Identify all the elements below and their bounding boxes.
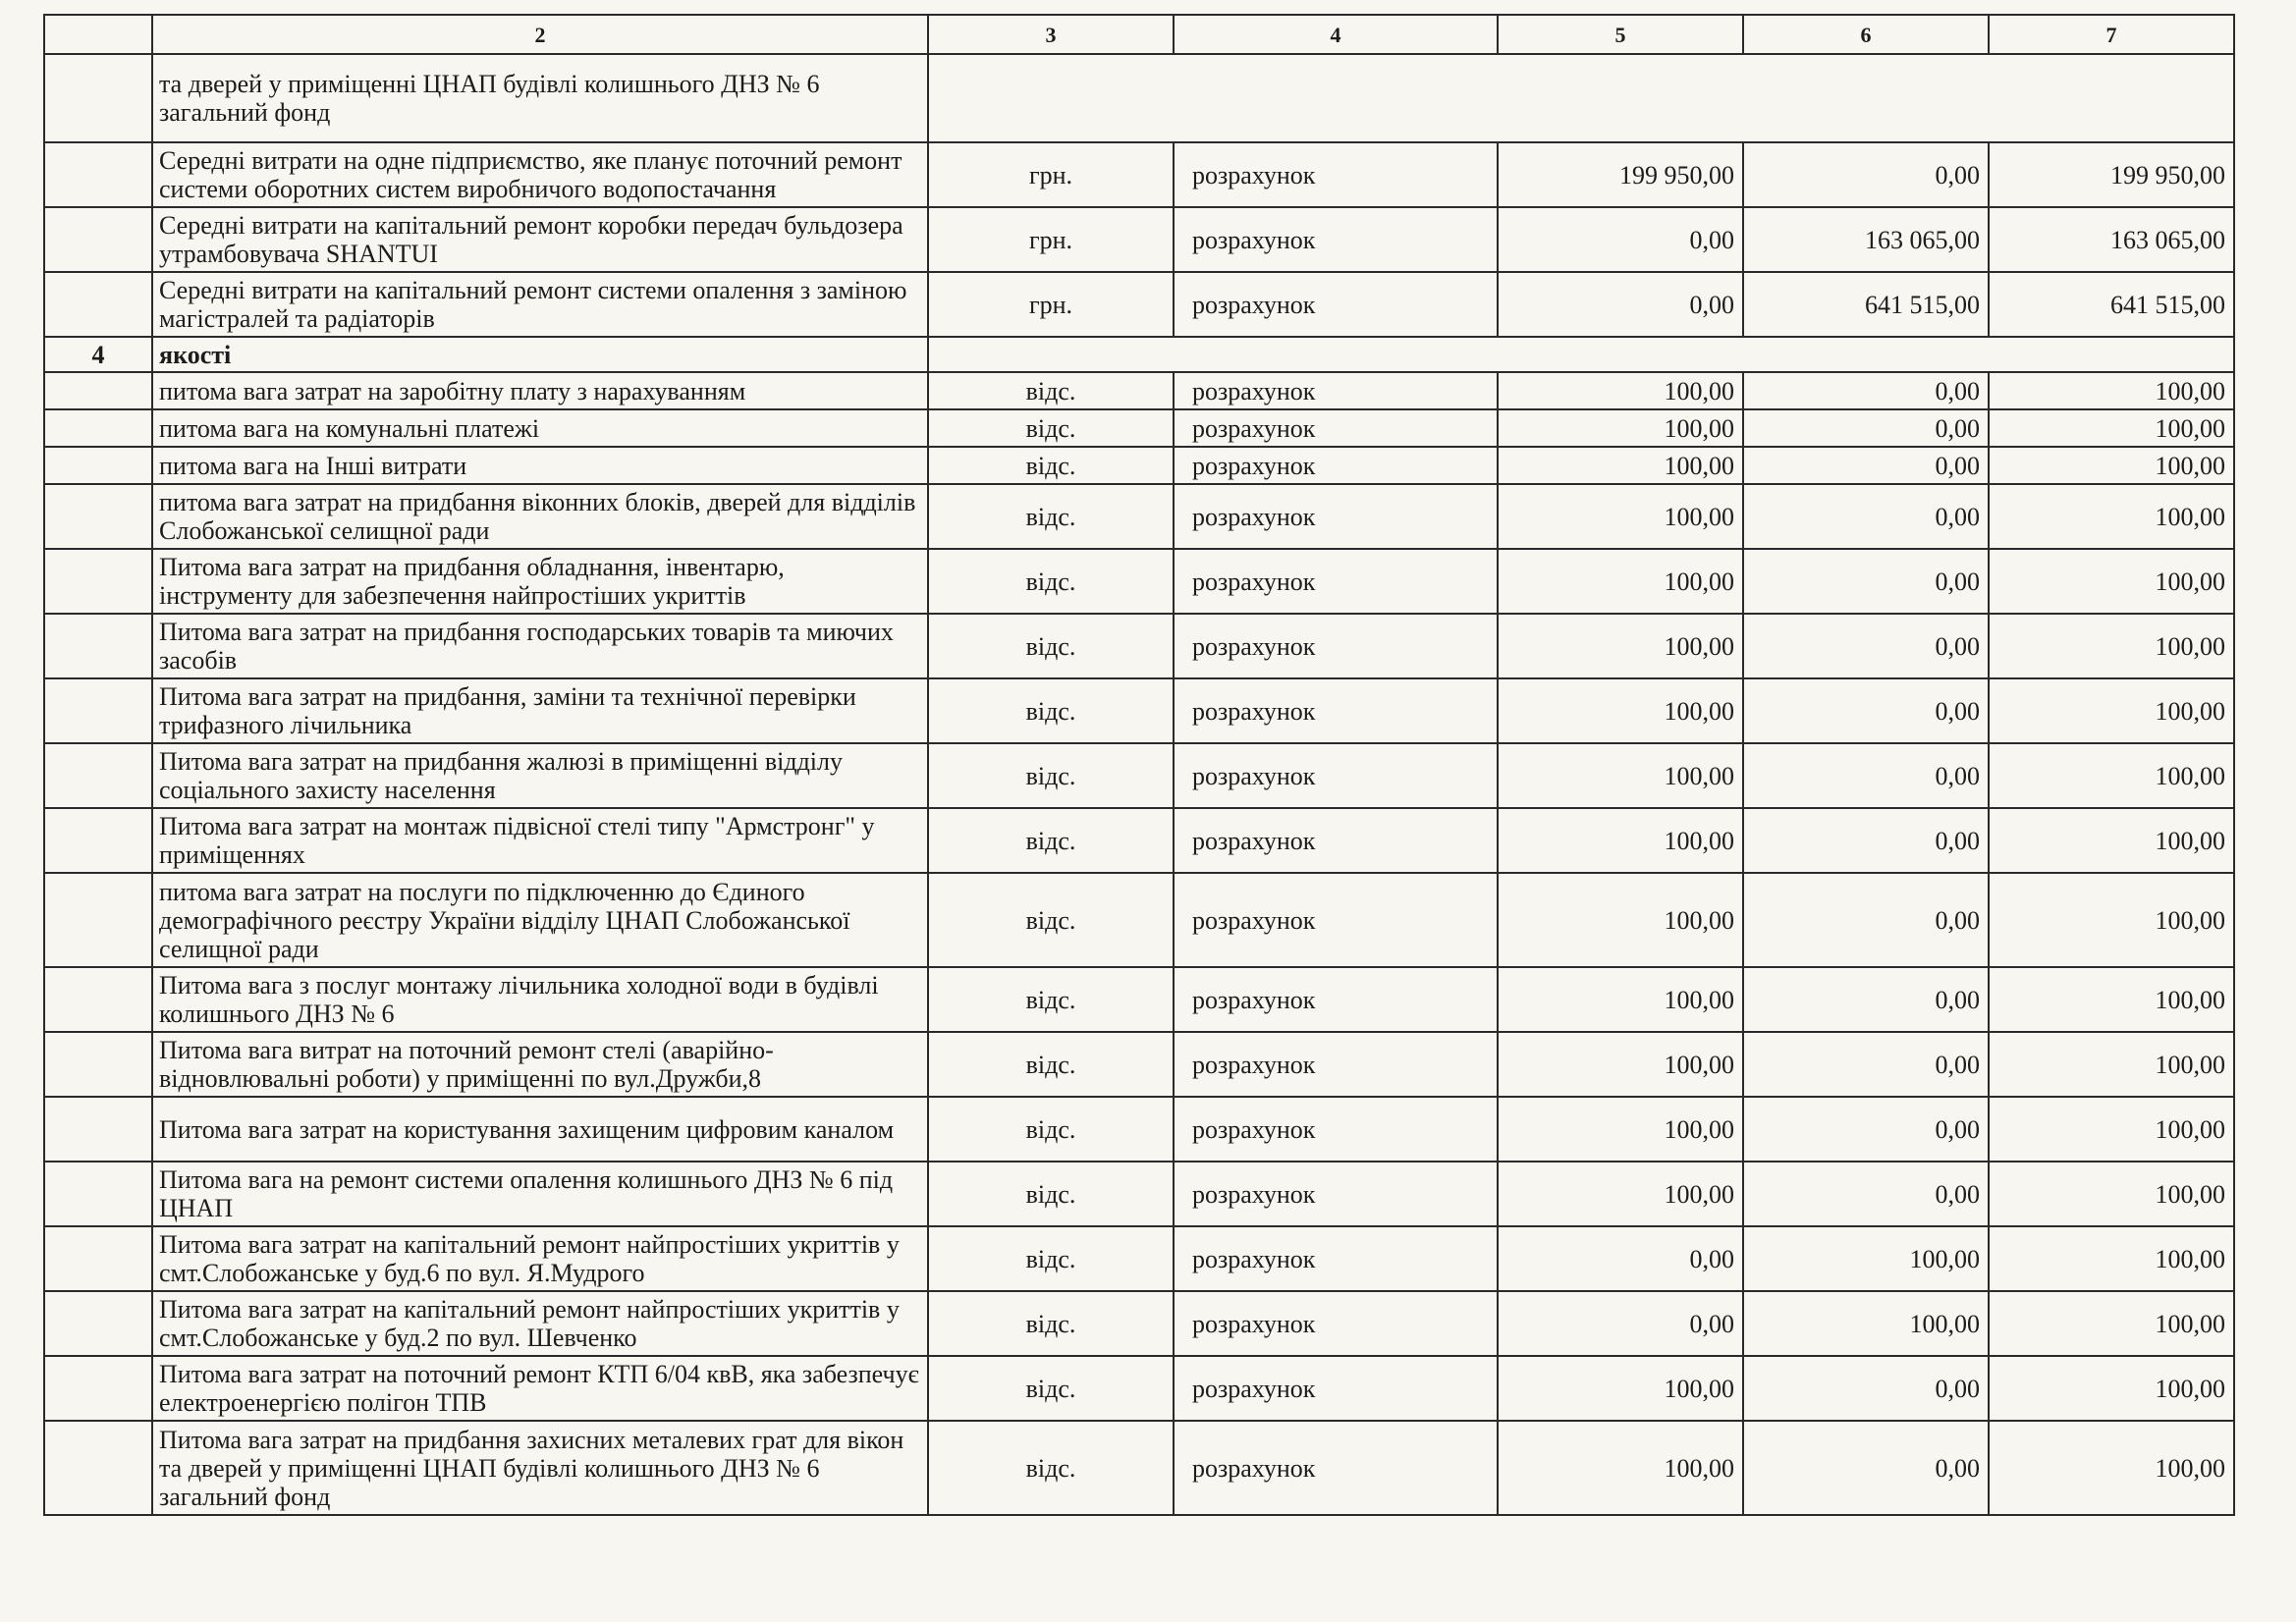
table-row [44, 678, 2234, 743]
unit-cell: відс. [928, 1356, 1174, 1421]
row-number-cell [44, 678, 152, 743]
row-number-cell [44, 1162, 152, 1226]
value-col5-cell: 0,00 [1498, 1291, 1743, 1356]
table-row [44, 873, 2234, 967]
table-row [44, 207, 2234, 272]
unit-cell: відс. [928, 549, 1174, 614]
value-col6-cell: 0,00 [1743, 372, 1989, 409]
header-cell: 7 [1989, 15, 2234, 54]
source-cell: розрахунок [1174, 1356, 1498, 1421]
value-col5-cell: 100,00 [1498, 409, 1743, 447]
source-cell: розрахунок [1174, 272, 1498, 337]
value-col5-cell: 100,00 [1498, 1356, 1743, 1421]
unit-cell: відс. [928, 484, 1174, 549]
value-col5-cell: 199 950,00 [1498, 142, 1743, 207]
source-cell: розрахунок [1174, 1421, 1498, 1515]
value-col7-cell: 100,00 [1989, 1421, 2234, 1515]
row-number-cell [44, 484, 152, 549]
indicator-name-cell: Середні витрати на капітальний ремонт коробки передач бульдозера утрамбовувача SHANTUI [152, 207, 928, 272]
value-col7-cell: 100,00 [1989, 372, 2234, 409]
indicator-name-cell: Питома вага затрат на капітальний ремонт найпростіших укриттів у смт.Слобожанське у буд.2 по вул. Шевченко [152, 1291, 928, 1356]
table-row [44, 1097, 2234, 1162]
value-col7-cell: 100,00 [1989, 808, 2234, 873]
value-col5-cell: 100,00 [1498, 447, 1743, 484]
unit-cell: відс. [928, 967, 1174, 1032]
indicator-name-cell: питома вага затрат на послуги по підключенню до Єдиного демографічного реєстру України відділу ЦНАП Слобожанської селищної ради [152, 873, 928, 967]
value-col5-cell: 100,00 [1498, 614, 1743, 678]
table-row [44, 1291, 2234, 1356]
value-col6-cell: 0,00 [1743, 1162, 1989, 1226]
indicator-name-cell: Питома вага затрат на монтаж підвісної стелі типу "Армстронг" у приміщеннях [152, 808, 928, 873]
row-number-cell [44, 743, 152, 808]
source-cell: розрахунок [1174, 447, 1498, 484]
source-cell: розрахунок [1174, 1291, 1498, 1356]
row-number-cell [44, 1421, 152, 1515]
table-row [44, 372, 2234, 409]
row-number-cell [44, 142, 152, 207]
value-col6-cell: 0,00 [1743, 549, 1989, 614]
value-col6-cell: 0,00 [1743, 743, 1989, 808]
source-cell: розрахунок [1174, 1097, 1498, 1162]
value-col5-cell: 100,00 [1498, 873, 1743, 967]
table-row [44, 1162, 2234, 1226]
table-row [44, 614, 2234, 678]
value-col6-cell: 0,00 [1743, 967, 1989, 1032]
source-cell: розрахунок [1174, 409, 1498, 447]
value-col6-cell: 0,00 [1743, 1421, 1989, 1515]
unit-cell: відс. [928, 409, 1174, 447]
indicator-name-cell: та дверей у приміщенні ЦНАП будівлі колишнього ДНЗ № 6 загальний фонд [152, 54, 928, 142]
value-col5-cell: 100,00 [1498, 967, 1743, 1032]
value-col7-cell: 100,00 [1989, 743, 2234, 808]
budget-indicators-sheet [43, 14, 2233, 1516]
value-col5-cell: 100,00 [1498, 1032, 1743, 1097]
row-number-cell [44, 967, 152, 1032]
value-col7-cell: 100,00 [1989, 1097, 2234, 1162]
row-number-cell [44, 549, 152, 614]
table-row [44, 549, 2234, 614]
row-number-cell [44, 1097, 152, 1162]
unit-cell: грн. [928, 272, 1174, 337]
header-cell: 5 [1498, 15, 1743, 54]
value-col6-cell: 0,00 [1743, 1097, 1989, 1162]
section-row [44, 337, 2234, 372]
value-col6-cell: 0,00 [1743, 873, 1989, 967]
indicator-name-cell: Питома вага затрат на капітальний ремонт найпростіших укриттів у смт.Слобожанське у буд.6 по вул. Я.Мудрого [152, 1226, 928, 1291]
header-cell: 2 [152, 15, 928, 54]
unit-cell: відс. [928, 678, 1174, 743]
value-col7-cell: 100,00 [1989, 678, 2234, 743]
empty-cell [928, 337, 2234, 372]
value-col6-cell: 0,00 [1743, 409, 1989, 447]
indicator-name-cell: Середні витрати на капітальний ремонт системи опалення з заміною магістралей та радіаторів [152, 272, 928, 337]
value-col6-cell: 0,00 [1743, 614, 1989, 678]
value-col6-cell: 641 515,00 [1743, 272, 1989, 337]
indicators-table [43, 14, 2235, 1516]
value-col5-cell: 100,00 [1498, 743, 1743, 808]
unit-cell: відс. [928, 447, 1174, 484]
source-cell: розрахунок [1174, 614, 1498, 678]
continuation-row [44, 54, 2234, 142]
value-col6-cell: 0,00 [1743, 1356, 1989, 1421]
table-row [44, 272, 2234, 337]
table-row [44, 743, 2234, 808]
empty-cell [928, 54, 2234, 142]
value-col5-cell: 100,00 [1498, 1097, 1743, 1162]
table-row [44, 967, 2234, 1032]
row-number-cell [44, 372, 152, 409]
table-row [44, 142, 2234, 207]
value-col7-cell: 100,00 [1989, 1291, 2234, 1356]
source-cell: розрахунок [1174, 207, 1498, 272]
value-col6-cell: 0,00 [1743, 447, 1989, 484]
value-col5-cell: 0,00 [1498, 207, 1743, 272]
source-cell: розрахунок [1174, 873, 1498, 967]
table-row [44, 447, 2234, 484]
source-cell: розрахунок [1174, 484, 1498, 549]
indicator-name-cell: Питома вага з послуг монтажу лічильника холодної води в будівлі колишнього ДНЗ № 6 [152, 967, 928, 1032]
row-number-cell [44, 1291, 152, 1356]
indicator-name-cell: Середні витрати на одне підприємство, яке планує поточний ремонт системи оборотних систем виробничого водопостачання [152, 142, 928, 207]
source-cell: розрахунок [1174, 808, 1498, 873]
row-number-cell [44, 873, 152, 967]
source-cell: розрахунок [1174, 549, 1498, 614]
value-col7-cell: 641 515,00 [1989, 272, 2234, 337]
value-col6-cell: 0,00 [1743, 678, 1989, 743]
unit-cell: відс. [928, 743, 1174, 808]
value-col6-cell: 0,00 [1743, 808, 1989, 873]
indicator-name-cell: питома вага на комунальні платежі [152, 409, 928, 447]
indicator-name-cell: Питома вага на ремонт системи опалення колишнього ДНЗ № 6 під ЦНАП [152, 1162, 928, 1226]
value-col7-cell: 100,00 [1989, 484, 2234, 549]
row-number-cell [44, 447, 152, 484]
indicator-name-cell: Питома вага затрат на поточний ремонт КТП 6/04 квВ, яка забезпечує електроенергією полігон ТПВ [152, 1356, 928, 1421]
value-col5-cell: 100,00 [1498, 678, 1743, 743]
row-number-cell [44, 207, 152, 272]
indicator-name-cell: Питома вага затрат на придбання, заміни та технічної перевірки трифазного лічильника [152, 678, 928, 743]
value-col5-cell: 100,00 [1498, 372, 1743, 409]
value-col6-cell: 163 065,00 [1743, 207, 1989, 272]
unit-cell: відс. [928, 1097, 1174, 1162]
value-col5-cell: 100,00 [1498, 1421, 1743, 1515]
value-col5-cell: 100,00 [1498, 484, 1743, 549]
value-col6-cell: 0,00 [1743, 142, 1989, 207]
table-row [44, 484, 2234, 549]
source-cell: розрахунок [1174, 967, 1498, 1032]
indicator-name-cell: Питома вага затрат на користування захищеним цифровим каналом [152, 1097, 928, 1162]
header-cell: 3 [928, 15, 1174, 54]
unit-cell: грн. [928, 207, 1174, 272]
value-col7-cell: 100,00 [1989, 1356, 2234, 1421]
header-cell [44, 15, 152, 54]
row-number-cell [44, 1032, 152, 1097]
column-number-header [44, 15, 2234, 54]
value-col6-cell: 0,00 [1743, 484, 1989, 549]
unit-cell: відс. [928, 1291, 1174, 1356]
unit-cell: відс. [928, 1032, 1174, 1097]
value-col7-cell: 100,00 [1989, 409, 2234, 447]
row-number-cell [44, 808, 152, 873]
source-cell: розрахунок [1174, 372, 1498, 409]
table-row [44, 409, 2234, 447]
unit-cell: відс. [928, 372, 1174, 409]
unit-cell: відс. [928, 1162, 1174, 1226]
table-row [44, 1226, 2234, 1291]
value-col5-cell: 100,00 [1498, 549, 1743, 614]
value-col7-cell: 100,00 [1989, 549, 2234, 614]
table-row [44, 1032, 2234, 1097]
unit-cell: грн. [928, 142, 1174, 207]
value-col6-cell: 100,00 [1743, 1226, 1989, 1291]
source-cell: розрахунок [1174, 1226, 1498, 1291]
value-col7-cell: 100,00 [1989, 1162, 2234, 1226]
value-col7-cell: 100,00 [1989, 447, 2234, 484]
source-cell: розрахунок [1174, 678, 1498, 743]
indicator-name-cell: питома вага затрат на заробітну плату з нарахуванням [152, 372, 928, 409]
table-row [44, 1421, 2234, 1515]
value-col7-cell: 199 950,00 [1989, 142, 2234, 207]
row-number-cell [44, 614, 152, 678]
value-col6-cell: 0,00 [1743, 1032, 1989, 1097]
value-col7-cell: 100,00 [1989, 873, 2234, 967]
unit-cell: відс. [928, 1421, 1174, 1515]
value-col7-cell: 100,00 [1989, 967, 2234, 1032]
value-col5-cell: 0,00 [1498, 1226, 1743, 1291]
unit-cell: відс. [928, 873, 1174, 967]
value-col5-cell: 100,00 [1498, 1162, 1743, 1226]
indicator-name-cell: Питома вага витрат на поточний ремонт стелі (аварійно-відновлювальні роботи) у приміщенні по вул.Дружби,8 [152, 1032, 928, 1097]
source-cell: розрахунок [1174, 743, 1498, 808]
unit-cell: відс. [928, 808, 1174, 873]
unit-cell: відс. [928, 1226, 1174, 1291]
row-number-cell [44, 272, 152, 337]
value-col5-cell: 0,00 [1498, 272, 1743, 337]
indicator-name-cell: питома вага затрат на придбання віконних блоків, дверей для відділів Слобожанської селищної ради [152, 484, 928, 549]
value-col7-cell: 163 065,00 [1989, 207, 2234, 272]
row-number-cell [44, 1226, 152, 1291]
source-cell: розрахунок [1174, 142, 1498, 207]
value-col7-cell: 100,00 [1989, 1032, 2234, 1097]
header-cell: 4 [1174, 15, 1498, 54]
section-number: 4 [44, 337, 152, 372]
row-number-cell [44, 54, 152, 142]
indicator-name-cell: Питома вага затрат на придбання господарських товарів та миючих засобів [152, 614, 928, 678]
source-cell: розрахунок [1174, 1162, 1498, 1226]
value-col7-cell: 100,00 [1989, 1226, 2234, 1291]
indicator-name-cell: Питома вага затрат на придбання жалюзі в приміщенні відділу соціального захисту населення [152, 743, 928, 808]
value-col7-cell: 100,00 [1989, 614, 2234, 678]
value-col5-cell: 100,00 [1498, 808, 1743, 873]
row-number-cell [44, 409, 152, 447]
row-number-cell [44, 1356, 152, 1421]
indicator-name-cell: Питома вага затрат на придбання обладнання, інвентарю, інструменту для забезпечення найпростіших укриттів [152, 549, 928, 614]
section-title: якості [152, 337, 928, 372]
table-row [44, 808, 2234, 873]
source-cell: розрахунок [1174, 1032, 1498, 1097]
header-cell: 6 [1743, 15, 1989, 54]
table-row [44, 1356, 2234, 1421]
indicator-name-cell: Питома вага затрат на придбання захисних металевих грат для вікон та дверей у приміщенні ЦНАП будівлі колишнього ДНЗ № 6 загальний фонд [152, 1421, 928, 1515]
value-col6-cell: 100,00 [1743, 1291, 1989, 1356]
indicator-name-cell: питома вага на Інші витрати [152, 447, 928, 484]
unit-cell: відс. [928, 614, 1174, 678]
